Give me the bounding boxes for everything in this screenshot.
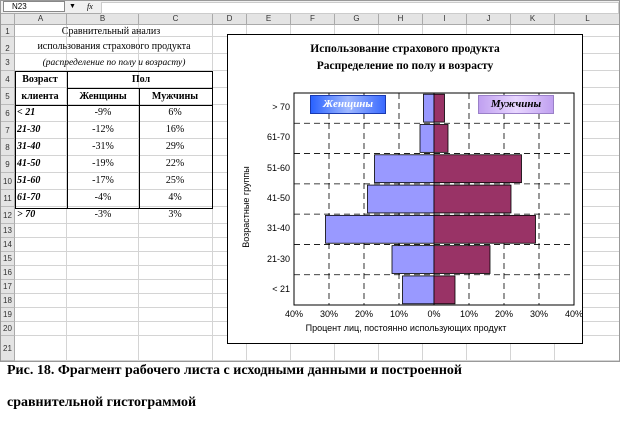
bar-women-0 [403,276,435,304]
y-tick-label: < 21 [272,283,290,294]
table-cell-women[interactable]: -4% [94,192,112,203]
header-women: Женщины [79,91,127,102]
bar-women-1 [392,246,434,274]
x-tick-label: 20% [354,309,373,319]
y-tick-label: 41-50 [266,193,290,203]
table-cell-men[interactable]: 29% [165,141,185,152]
bar-men-0 [434,276,455,304]
row-header-16[interactable]: 16 [1,266,15,280]
table-cell-age[interactable]: < 21 [17,107,36,118]
row-header-2[interactable]: 2 [1,37,15,54]
row-header-9[interactable]: 9 [1,156,15,173]
bar-men-1 [434,246,490,274]
table-cell-men[interactable]: 6% [168,107,182,118]
table-cell-women[interactable]: -17% [92,175,114,186]
bar-men-5 [434,124,448,152]
x-tick-label: 10% [459,309,478,319]
row-header-13[interactable]: 13 [1,224,15,238]
y-tick-label: 31-40 [266,223,290,234]
header-sex: Пол [131,74,151,85]
table-subtitle: (распределение по полу и возрасту) [42,58,186,68]
legend-men: Мужчины [478,95,554,114]
header-age-2: клиента [21,91,59,102]
row-header-11[interactable]: 11 [1,190,15,207]
y-tick-label: > 70 [272,102,290,113]
row-header-5[interactable]: 5 [1,88,15,105]
y-axis-label: Возрастные группы [241,166,251,248]
figure-caption-line2: сравнительной гистограммой [7,395,197,410]
column-header-h[interactable]: H [379,14,423,25]
bar-women-2 [326,215,435,243]
bar-men-2 [434,215,536,243]
table-cell-men[interactable]: 25% [165,175,185,186]
pyramid-chart[interactable] [227,34,583,344]
bar-men-6 [434,94,445,122]
table-cell-age[interactable]: 61-70 [17,192,41,203]
table-cell-women[interactable]: -9% [94,107,112,118]
column-header-e[interactable]: E [247,14,291,25]
row-header-8[interactable]: 8 [1,139,15,156]
column-header-g[interactable]: G [335,14,379,25]
row-header-21[interactable]: 21 [1,336,15,361]
table-cell-men[interactable]: 3% [168,209,182,220]
chart-subtitle: Распределение по полу и возрасту [316,60,494,72]
formula-bar [1,1,620,14]
table-cell-age[interactable]: 21-30 [17,124,41,135]
column-header-l[interactable]: L [555,14,620,25]
row-header-6[interactable]: 6 [1,105,15,122]
x-tick-label: 30% [529,309,548,319]
row-header-15[interactable]: 15 [1,252,15,266]
row-header-19[interactable]: 19 [1,308,15,322]
column-header-i[interactable]: I [423,14,467,25]
column-header-d[interactable]: D [213,14,247,25]
row-header-20[interactable]: 20 [1,322,15,336]
table-cell-age[interactable]: 51-60 [17,175,41,186]
row-header-18[interactable]: 18 [1,294,15,308]
bar-women-6 [424,94,435,122]
table-cell-age[interactable]: 31-40 [17,141,41,152]
row-header-4[interactable]: 4 [1,71,15,88]
table-cell-age[interactable]: > 70 [17,209,36,220]
name-box[interactable]: N23 [3,1,65,12]
column-header-j[interactable]: J [467,14,511,25]
row-header-12[interactable]: 12 [1,207,15,224]
select-all-corner[interactable] [1,14,15,25]
column-header-k[interactable]: K [511,14,555,25]
column-header-a[interactable]: A [15,14,67,25]
x-tick-label: 20% [494,309,513,319]
row-header-17[interactable]: 17 [1,280,15,294]
table-cell-men[interactable]: 22% [165,158,185,169]
table-cell-women[interactable]: -31% [92,141,114,152]
table-cell-women[interactable]: -19% [92,158,114,169]
row-header-7[interactable]: 7 [1,122,15,139]
x-tick-label: 40% [564,309,583,319]
table-title-line1: Сравнительный анализ [61,26,161,37]
row-header-14[interactable]: 14 [1,238,15,252]
table-cell-men[interactable]: 16% [165,124,185,135]
bar-women-5 [420,124,434,152]
y-tick-label: 51-60 [266,162,290,173]
column-header-c[interactable]: C [139,14,213,25]
row-header-3[interactable]: 3 [1,54,15,71]
table-cell-women[interactable]: -3% [94,209,112,220]
bar-women-3 [368,185,435,213]
bar-men-4 [434,155,522,183]
legend-women: Женщины [310,95,386,114]
x-tick-label: 30% [319,309,338,319]
column-header-b[interactable]: B [67,14,139,25]
table-title-line2: использования страхового продукта [37,41,191,52]
chart-title: Использование страхового продукта [310,43,500,55]
row-header-1[interactable]: 1 [1,25,15,37]
table-cell-men[interactable]: 4% [168,192,182,203]
function-icon[interactable]: fx [87,2,93,11]
chart-plot [228,35,584,345]
y-tick-label: 61-70 [266,132,290,143]
header-age-1: Возраст [22,74,58,85]
bar-women-4 [375,155,435,183]
x-tick-label: 0% [427,309,441,319]
column-header-f[interactable]: F [291,14,335,25]
x-tick-label: 40% [284,309,303,319]
row-header-10[interactable]: 10 [1,173,15,190]
formula-input[interactable] [101,2,619,14]
header-men: Мужчины [151,91,199,102]
x-tick-label: 10% [389,309,408,319]
y-tick-label: 21-30 [266,253,290,264]
name-box-dropdown-icon[interactable]: ▼ [69,3,76,10]
x-axis-label: Процент лиц, постоянно использующих продукт [305,323,507,333]
figure-caption-line1: Рис. 18. Фрагмент рабочего листа с исходными данными и построенной [7,363,462,378]
table-cell-age[interactable]: 41-50 [17,158,41,169]
bar-men-3 [434,185,511,213]
table-cell-women[interactable]: -12% [92,124,114,135]
